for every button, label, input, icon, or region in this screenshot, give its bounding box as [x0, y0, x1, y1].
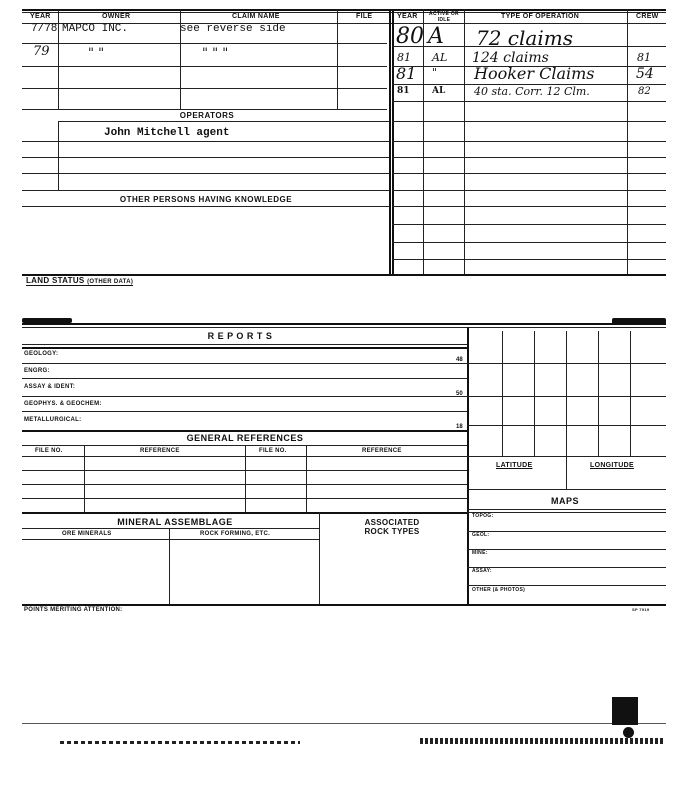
op-row-4-year: 81 — [397, 86, 410, 96]
scan-noise-right — [420, 738, 665, 744]
maps-heading: MAPS — [550, 496, 579, 506]
op-row-3-crew: 54 — [636, 66, 654, 82]
header-year: YEAR — [30, 13, 51, 20]
op-row-3-year: 81 — [396, 64, 417, 83]
report-metallurgical: METALLURGICAL: — [24, 417, 82, 423]
land-status-sub: (OTHER DATA) — [87, 279, 134, 285]
scan-noise-left — [60, 741, 300, 744]
reports-heading: R E P O R T S — [207, 331, 273, 341]
header-year-right: YEAR — [397, 13, 418, 20]
header-crew: CREW — [636, 13, 659, 20]
longitude-label: LONGITUDE — [590, 462, 634, 469]
op-row-4-crew: 82 — [638, 86, 651, 97]
header-claim-name: CLAIM NAME — [232, 13, 280, 20]
op-row-1-year: 80 — [396, 24, 424, 49]
general-references-heading: GENERAL REFERENCES — [186, 433, 304, 443]
owner-row-1-owner: MAPCO INC. — [62, 23, 129, 35]
op-row-4-status: AL — [432, 86, 446, 96]
gr-col-file-no-1: FILE NO. — [35, 448, 63, 454]
report-geology: GEOLOGY: — [24, 351, 59, 357]
op-row-2-year: 81 — [397, 51, 411, 64]
report-assay: ASSAY & IDENT: — [24, 384, 76, 390]
rock-forming-label: ROCK FORMING, ETC. — [200, 531, 271, 537]
op-row-3-status: " — [432, 66, 438, 79]
latitude-label: LATITUDE — [496, 462, 533, 469]
owner-row-1-year: 7/78 — [31, 23, 58, 35]
op-row-1-type: 72 claims — [476, 26, 573, 50]
form-number: SP 7919 — [632, 607, 650, 612]
land-status-label: LAND STATUS — [26, 276, 85, 285]
op-row-2-status: AL — [432, 51, 448, 64]
owner-row-2-year: 79 — [33, 44, 50, 59]
op-row-2-type: 124 claims — [472, 50, 549, 66]
maps-other-photos: OTHER (& PHOTOS) — [472, 587, 526, 593]
header-type-of-operation: TYPE OF OPERATION — [501, 13, 580, 20]
points-meriting-attention: POINTS MERITING ATTENTION: — [24, 607, 123, 613]
report-assay-num: 50 — [456, 391, 463, 397]
rock-types-label: ROCK TYPES — [364, 527, 420, 536]
gr-col-reference-2: REFERENCE — [362, 448, 402, 454]
report-engrg: ENGRG: — [24, 368, 50, 374]
ore-minerals-label: ORE MINERALS — [62, 531, 112, 537]
associated-label: ASSOCIATED — [364, 518, 420, 527]
maps-geol: GEOL: — [472, 532, 490, 538]
header-file: FILE — [356, 13, 373, 20]
operators-heading: OPERATORS — [179, 111, 235, 120]
op-row-1-status: A — [428, 24, 444, 49]
header-owner: OWNER — [102, 13, 131, 20]
owner-row-2-claim: " " " — [202, 46, 229, 61]
scan-block-mark — [612, 697, 638, 725]
report-geology-num: 48 — [456, 357, 463, 363]
report-geophys: GEOPHYS. & GEOCHEM: — [24, 401, 102, 407]
mineral-assemblage-heading: MINERAL ASSEMBLAGE — [117, 517, 233, 527]
header-active-or-idle: ACTIVE OR IDLE — [429, 11, 459, 23]
gr-col-reference-1: REFERENCE — [140, 448, 180, 454]
other-persons-heading: OTHER PERSONS HAVING KNOWLEDGE — [119, 195, 293, 204]
op-row-3-type: Hooker Claims — [474, 64, 595, 83]
report-metallurgical-num: 18 — [456, 424, 463, 430]
owner-row-1-claim: see reverse side — [180, 23, 286, 35]
gr-col-file-no-2: FILE NO. — [259, 448, 287, 454]
maps-mine: MINE: — [472, 550, 488, 556]
operator-name: John Mitchell agent — [104, 127, 230, 139]
land-status-heading — [26, 276, 133, 286]
op-row-4-type: 40 sta. Corr. 12 Clm. — [474, 85, 590, 98]
op-row-2-crew: 81 — [637, 51, 651, 64]
scan-dot-mark — [623, 727, 634, 738]
owner-row-2-owner: " " — [88, 46, 105, 61]
maps-assay: ASSAY: — [472, 568, 492, 574]
maps-topog: TOPOG: — [472, 513, 494, 519]
